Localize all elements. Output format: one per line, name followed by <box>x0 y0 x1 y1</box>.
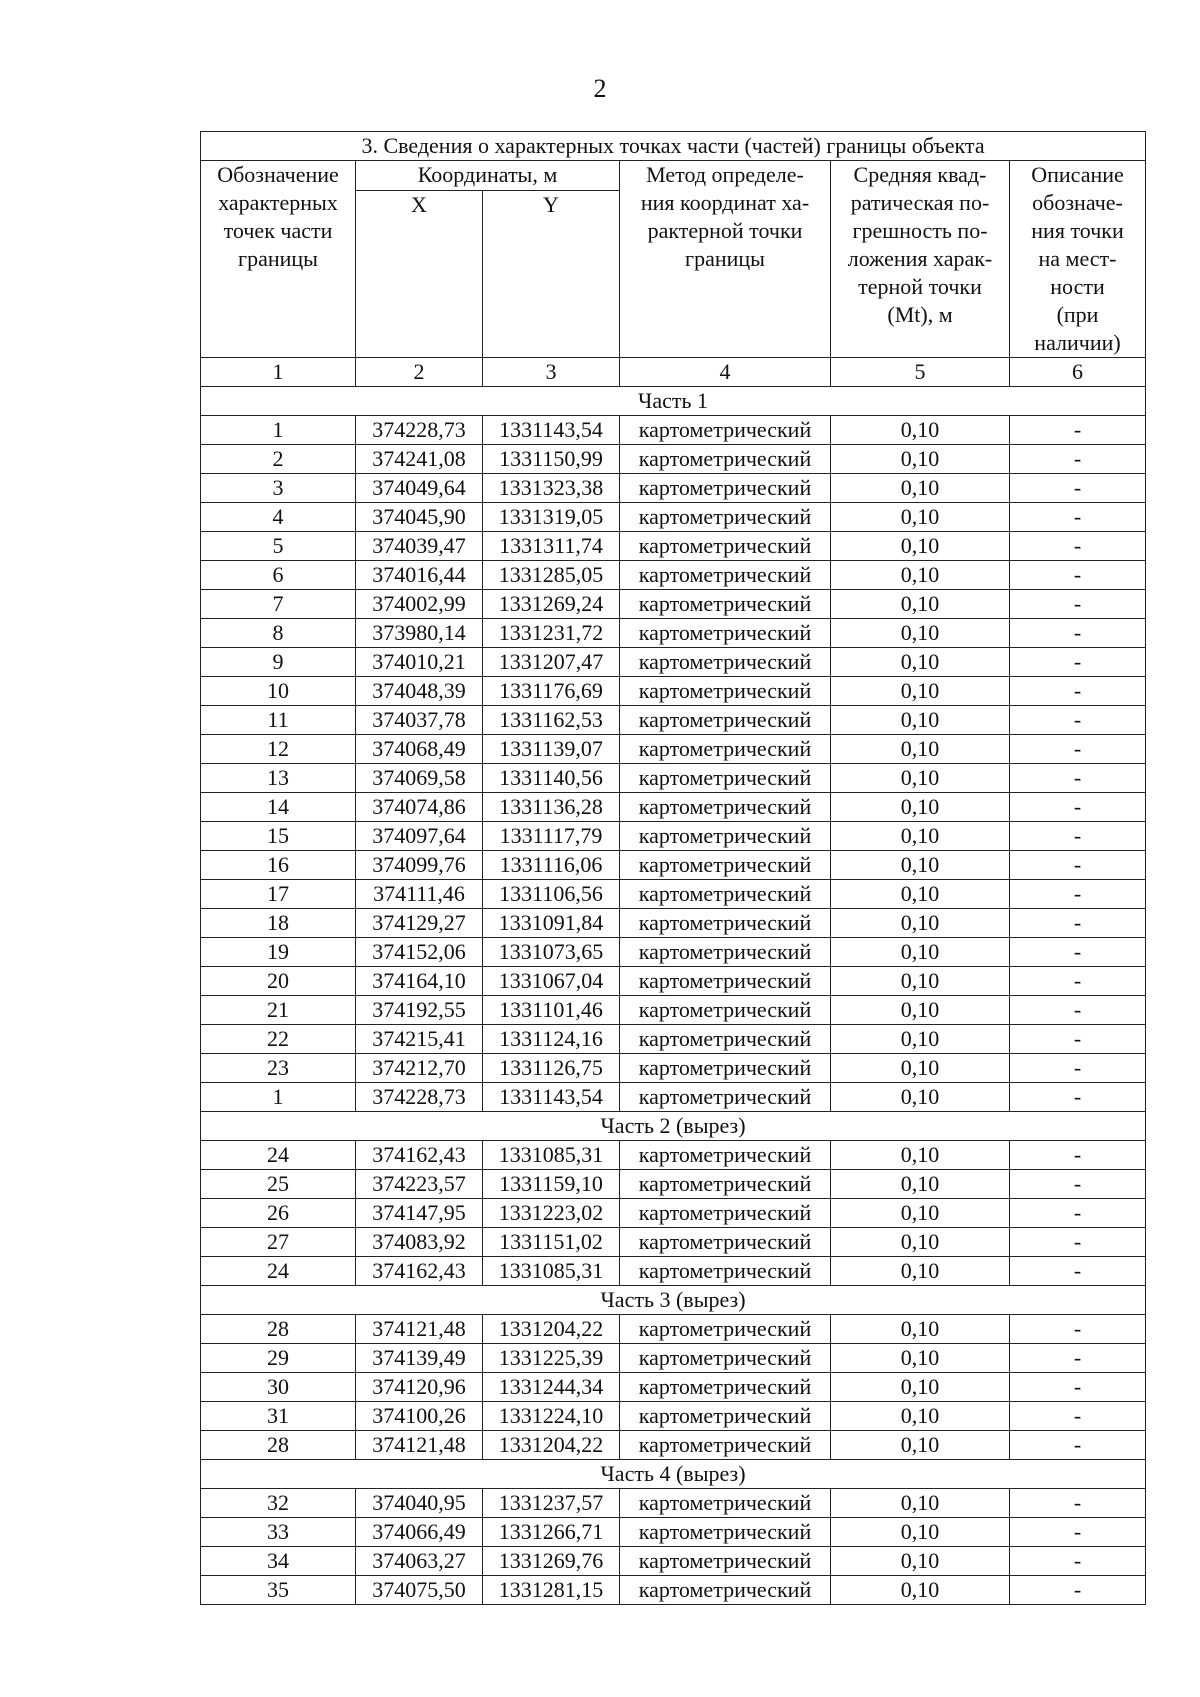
table-cell-mt: 0,10 <box>831 996 1010 1025</box>
table-row <box>201 648 1146 677</box>
table-cell-x: 374099,76 <box>356 851 483 880</box>
table-cell-y: 1331237,57 <box>483 1489 620 1518</box>
table-cell-method: картометрический <box>620 1576 831 1605</box>
table-cell-x: 374147,95 <box>356 1199 483 1228</box>
table-cell-y: 1331150,99 <box>483 445 620 474</box>
table-cell-point-number: 26 <box>201 1199 356 1228</box>
table-cell-method: картометрический <box>620 909 831 938</box>
table-cell-point-number: 24 <box>201 1257 356 1286</box>
table-row <box>201 532 1146 561</box>
table-cell-method: картометрический <box>620 1083 831 1112</box>
table-cell-point-number: 4 <box>201 503 356 532</box>
table-row <box>201 1489 1146 1518</box>
column-number: 1 <box>201 358 356 387</box>
column-number: 4 <box>620 358 831 387</box>
table-cell-y: 1331319,05 <box>483 503 620 532</box>
table-cell-mt: 0,10 <box>831 1489 1010 1518</box>
table-cell-x: 374066,49 <box>356 1518 483 1547</box>
table-cell-y: 1331139,07 <box>483 735 620 764</box>
table-cell-description: - <box>1010 822 1146 851</box>
table-cell-point-number: 14 <box>201 793 356 822</box>
table-row <box>201 880 1146 909</box>
table-cell-description: - <box>1010 967 1146 996</box>
table-cell-x: 374002,99 <box>356 590 483 619</box>
table-cell-description: - <box>1010 1083 1146 1112</box>
table-cell-x: 374121,48 <box>356 1315 483 1344</box>
table-cell-x: 374139,49 <box>356 1344 483 1373</box>
table-cell-description: - <box>1010 590 1146 619</box>
table-cell-description: - <box>1010 1054 1146 1083</box>
table-cell-description: - <box>1010 416 1146 445</box>
table-cell-point-number: 1 <box>201 1083 356 1112</box>
table-cell-x: 374164,10 <box>356 967 483 996</box>
table-cell-description: - <box>1010 764 1146 793</box>
table-cell-y: 1331085,31 <box>483 1141 620 1170</box>
table-cell-x: 374241,08 <box>356 445 483 474</box>
table-row <box>201 1170 1146 1199</box>
table-cell-mt: 0,10 <box>831 590 1010 619</box>
table-cell-description: - <box>1010 1547 1146 1576</box>
table-row <box>201 967 1146 996</box>
header-point-description: Описание обозначе- ния точки на мест- ности (при наличии) <box>1010 161 1146 358</box>
section-row <box>201 1286 1146 1315</box>
table-cell-method: картометрический <box>620 1025 831 1054</box>
table-row <box>201 445 1146 474</box>
table-cell-y: 1331091,84 <box>483 909 620 938</box>
table-cell-description: - <box>1010 938 1146 967</box>
table-cell-mt: 0,10 <box>831 1170 1010 1199</box>
table-cell-x: 374049,64 <box>356 474 483 503</box>
header-x: X <box>356 190 483 357</box>
table-cell-y: 1331085,31 <box>483 1257 620 1286</box>
table-cell-method: картометрический <box>620 735 831 764</box>
table-cell-mt: 0,10 <box>831 735 1010 764</box>
table-cell-point-number: 20 <box>201 967 356 996</box>
table-cell-method: картометрический <box>620 677 831 706</box>
table-cell-description: - <box>1010 1025 1146 1054</box>
table-cell-description: - <box>1010 735 1146 764</box>
section-title: Часть 4 (вырез) <box>201 1460 1146 1489</box>
table-cell-method: картометрический <box>620 851 831 880</box>
table-row <box>201 619 1146 648</box>
table-cell-mt: 0,10 <box>831 1083 1010 1112</box>
table-cell-mt: 0,10 <box>831 445 1010 474</box>
table-cell-description: - <box>1010 561 1146 590</box>
table-cell-point-number: 24 <box>201 1141 356 1170</box>
table-row <box>201 590 1146 619</box>
table-cell-description: - <box>1010 1199 1146 1228</box>
table-cell-mt: 0,10 <box>831 416 1010 445</box>
table-cell-method: картометрический <box>620 1141 831 1170</box>
table-cell-x: 374228,73 <box>356 416 483 445</box>
table-row <box>201 1344 1146 1373</box>
table-cell-description: - <box>1010 445 1146 474</box>
table-cell-x: 374069,58 <box>356 764 483 793</box>
table-cell-point-number: 9 <box>201 648 356 677</box>
table-cell-description: - <box>1010 503 1146 532</box>
table-cell-method: картометрический <box>620 619 831 648</box>
table-cell-y: 1331162,53 <box>483 706 620 735</box>
table-cell-description: - <box>1010 793 1146 822</box>
table-cell-point-number: 30 <box>201 1373 356 1402</box>
table-cell-x: 374215,41 <box>356 1025 483 1054</box>
table-row <box>201 1431 1146 1460</box>
table-cell-mt: 0,10 <box>831 677 1010 706</box>
table-cell-mt: 0,10 <box>831 851 1010 880</box>
table-cell-point-number: 29 <box>201 1344 356 1373</box>
table-cell-mt: 0,10 <box>831 938 1010 967</box>
column-number: 5 <box>831 358 1010 387</box>
table-cell-point-number: 11 <box>201 706 356 735</box>
table-row <box>201 1257 1146 1286</box>
table-cell-description: - <box>1010 1228 1146 1257</box>
table-cell-mt: 0,10 <box>831 1431 1010 1460</box>
table-cell-x: 374192,55 <box>356 996 483 1025</box>
table-cell-mt: 0,10 <box>831 706 1010 735</box>
table-cell-description: - <box>1010 851 1146 880</box>
table-cell-point-number: 33 <box>201 1518 356 1547</box>
table-cell-method: картометрический <box>620 561 831 590</box>
table-cell-mt: 0,10 <box>831 793 1010 822</box>
table-cell-point-number: 1 <box>201 416 356 445</box>
table-cell-y: 1331106,56 <box>483 880 620 909</box>
table-row <box>201 1199 1146 1228</box>
section-row <box>201 387 1146 416</box>
table-title: 3. Сведения о характерных точках части (частей) границы объекта <box>201 132 1146 161</box>
table-cell-description: - <box>1010 619 1146 648</box>
table-row <box>201 1083 1146 1112</box>
table-cell-point-number: 16 <box>201 851 356 880</box>
table-cell-description: - <box>1010 1489 1146 1518</box>
table-cell-point-number: 35 <box>201 1576 356 1605</box>
table-cell-x: 374100,26 <box>356 1402 483 1431</box>
table-cell-method: картометрический <box>620 1054 831 1083</box>
table-cell-mt: 0,10 <box>831 1141 1010 1170</box>
table-cell-point-number: 23 <box>201 1054 356 1083</box>
table-cell-method: картометрический <box>620 445 831 474</box>
table-cell-description: - <box>1010 1402 1146 1431</box>
table-cell-y: 1331116,06 <box>483 851 620 880</box>
table-cell-method: картометрический <box>620 1170 831 1199</box>
table-cell-method: картометрический <box>620 706 831 735</box>
table-cell-y: 1331223,02 <box>483 1199 620 1228</box>
table-cell-mt: 0,10 <box>831 1576 1010 1605</box>
section-title: Часть 1 <box>201 387 1146 416</box>
table-cell-description: - <box>1010 1576 1146 1605</box>
header-y: Y <box>483 190 620 357</box>
table-cell-mt: 0,10 <box>831 1315 1010 1344</box>
table-cell-description: - <box>1010 996 1146 1025</box>
table-cell-x: 374063,27 <box>356 1547 483 1576</box>
table-row <box>201 764 1146 793</box>
table-row <box>201 677 1146 706</box>
table-cell-x: 374212,70 <box>356 1054 483 1083</box>
table-cell-mt: 0,10 <box>831 1228 1010 1257</box>
table-cell-mt: 0,10 <box>831 532 1010 561</box>
table-row <box>201 996 1146 1025</box>
table-cell-y: 1331204,22 <box>483 1431 620 1460</box>
table-cell-x: 374040,95 <box>356 1489 483 1518</box>
table-row <box>201 822 1146 851</box>
table-cell-point-number: 6 <box>201 561 356 590</box>
table-cell-mt: 0,10 <box>831 1344 1010 1373</box>
table-cell-description: - <box>1010 1373 1146 1402</box>
table-cell-method: картометрический <box>620 996 831 1025</box>
table-cell-method: картометрический <box>620 1257 831 1286</box>
table-cell-y: 1331269,76 <box>483 1547 620 1576</box>
table-cell-x: 374083,92 <box>356 1228 483 1257</box>
table-cell-x: 374075,50 <box>356 1576 483 1605</box>
table-cell-x: 374120,96 <box>356 1373 483 1402</box>
table-cell-method: картометрический <box>620 1547 831 1576</box>
table-cell-description: - <box>1010 1257 1146 1286</box>
table-cell-y: 1331224,10 <box>483 1402 620 1431</box>
page-number: 2 <box>593 74 607 103</box>
table-cell-description: - <box>1010 474 1146 503</box>
table-cell-method: картометрический <box>620 938 831 967</box>
table-cell-y: 1331159,10 <box>483 1170 620 1199</box>
table-cell-point-number: 12 <box>201 735 356 764</box>
table-cell-y: 1331143,54 <box>483 1083 620 1112</box>
header-method: Метод определе- ния координат ха- рактерной точки границы <box>620 161 831 358</box>
table-cell-point-number: 27 <box>201 1228 356 1257</box>
header-mean-square-error: Средняя квад- ратическая по- грешность по- ложения харак- терной точки (Mt), м <box>831 161 1010 358</box>
table-cell-mt: 0,10 <box>831 822 1010 851</box>
table-row <box>201 909 1146 938</box>
table-cell-description: - <box>1010 1315 1146 1344</box>
table-cell-y: 1331266,71 <box>483 1518 620 1547</box>
table-cell-point-number: 19 <box>201 938 356 967</box>
table-cell-mt: 0,10 <box>831 503 1010 532</box>
table-cell-point-number: 5 <box>201 532 356 561</box>
table-cell-point-number: 15 <box>201 822 356 851</box>
table-cell-x: 374223,57 <box>356 1170 483 1199</box>
table-cell-mt: 0,10 <box>831 1257 1010 1286</box>
table-cell-x: 374097,64 <box>356 822 483 851</box>
table-cell-y: 1331073,65 <box>483 938 620 967</box>
table-cell-method: картометрический <box>620 1315 831 1344</box>
table-cell-y: 1331311,74 <box>483 532 620 561</box>
table-cell-method: картометрический <box>620 880 831 909</box>
table-row <box>201 735 1146 764</box>
table-cell-mt: 0,10 <box>831 1518 1010 1547</box>
table-cell-method: картометрический <box>620 1344 831 1373</box>
table-row <box>201 503 1146 532</box>
table-row <box>201 474 1146 503</box>
column-numbers-row <box>201 358 1146 387</box>
table-row <box>201 1547 1146 1576</box>
table-cell-y: 1331140,56 <box>483 764 620 793</box>
table-cell-y: 1331269,24 <box>483 590 620 619</box>
table-cell-point-number: 18 <box>201 909 356 938</box>
table-cell-y: 1331225,39 <box>483 1344 620 1373</box>
table-cell-description: - <box>1010 706 1146 735</box>
table-cell-point-number: 13 <box>201 764 356 793</box>
table-cell-point-number: 34 <box>201 1547 356 1576</box>
table-cell-x: 374129,27 <box>356 909 483 938</box>
table-cell-y: 1331281,15 <box>483 1576 620 1605</box>
table-cell-x: 374228,73 <box>356 1083 483 1112</box>
table-cell-description: - <box>1010 1431 1146 1460</box>
table-cell-method: картометрический <box>620 1373 831 1402</box>
table-row <box>201 1373 1146 1402</box>
table-row <box>201 1518 1146 1547</box>
table-cell-y: 1331136,28 <box>483 793 620 822</box>
table-cell-point-number: 10 <box>201 677 356 706</box>
table-cell-point-number: 32 <box>201 1489 356 1518</box>
table-cell-y: 1331231,72 <box>483 619 620 648</box>
table-cell-description: - <box>1010 1344 1146 1373</box>
table-cell-point-number: 8 <box>201 619 356 648</box>
table-cell-method: картометрический <box>620 474 831 503</box>
table-cell-mt: 0,10 <box>831 648 1010 677</box>
table-cell-point-number: 31 <box>201 1402 356 1431</box>
table-cell-mt: 0,10 <box>831 1373 1010 1402</box>
table-cell-y: 1331151,02 <box>483 1228 620 1257</box>
table-cell-description: - <box>1010 909 1146 938</box>
table-cell-y: 1331204,22 <box>483 1315 620 1344</box>
table-cell-method: картометрический <box>620 648 831 677</box>
section-title: Часть 3 (вырез) <box>201 1286 1146 1315</box>
table-cell-x: 373980,14 <box>356 619 483 648</box>
column-number: 2 <box>356 358 483 387</box>
table-row <box>201 851 1146 880</box>
table-cell-y: 1331207,47 <box>483 648 620 677</box>
table-cell-method: картометрический <box>620 967 831 996</box>
table-cell-description: - <box>1010 677 1146 706</box>
table-cell-method: картометрический <box>620 1431 831 1460</box>
section-title: Часть 2 (вырез) <box>201 1112 1146 1141</box>
table-cell-y: 1331126,75 <box>483 1054 620 1083</box>
table-row <box>201 793 1146 822</box>
table-cell-y: 1331285,05 <box>483 561 620 590</box>
table-cell-x: 374045,90 <box>356 503 483 532</box>
table-cell-mt: 0,10 <box>831 764 1010 793</box>
table-cell-mt: 0,10 <box>831 1025 1010 1054</box>
header-coordinates: Координаты, м <box>356 161 620 191</box>
table-cell-x: 374048,39 <box>356 677 483 706</box>
boundary-points-table <box>200 131 1146 1605</box>
table-cell-mt: 0,10 <box>831 1054 1010 1083</box>
table-row <box>201 1228 1146 1257</box>
table-row <box>201 1315 1146 1344</box>
table-cell-method: картометрический <box>620 416 831 445</box>
table-cell-y: 1331176,69 <box>483 677 620 706</box>
section-row <box>201 1460 1146 1489</box>
table-row <box>201 1402 1146 1431</box>
table-cell-mt: 0,10 <box>831 619 1010 648</box>
table-cell-mt: 0,10 <box>831 1402 1010 1431</box>
table-cell-point-number: 22 <box>201 1025 356 1054</box>
table-row <box>201 1025 1146 1054</box>
table-cell-x: 374162,43 <box>356 1257 483 1286</box>
table-cell-point-number: 28 <box>201 1315 356 1344</box>
table-cell-x: 374121,48 <box>356 1431 483 1460</box>
table-cell-x: 374010,21 <box>356 648 483 677</box>
table-cell-method: картометрический <box>620 503 831 532</box>
table-cell-x: 374074,86 <box>356 793 483 822</box>
table-cell-x: 374016,44 <box>356 561 483 590</box>
table-cell-x: 374111,46 <box>356 880 483 909</box>
table-cell-description: - <box>1010 532 1146 561</box>
table-cell-description: - <box>1010 648 1146 677</box>
table-cell-method: картометрический <box>620 532 831 561</box>
table-cell-method: картометрический <box>620 1489 831 1518</box>
table-cell-point-number: 2 <box>201 445 356 474</box>
table-row <box>201 938 1146 967</box>
table-cell-point-number: 28 <box>201 1431 356 1460</box>
table-cell-point-number: 21 <box>201 996 356 1025</box>
table-row <box>201 561 1146 590</box>
table-cell-mt: 0,10 <box>831 967 1010 996</box>
table-row <box>201 416 1146 445</box>
table-row <box>201 1576 1146 1605</box>
table-cell-y: 1331143,54 <box>483 416 620 445</box>
table-cell-y: 1331101,46 <box>483 996 620 1025</box>
table-cell-x: 374162,43 <box>356 1141 483 1170</box>
table-cell-description: - <box>1010 1141 1146 1170</box>
table-cell-point-number: 25 <box>201 1170 356 1199</box>
table-cell-x: 374068,49 <box>356 735 483 764</box>
table-cell-y: 1331323,38 <box>483 474 620 503</box>
table-cell-method: картометрический <box>620 1402 831 1431</box>
table-cell-mt: 0,10 <box>831 880 1010 909</box>
table-cell-method: картометрический <box>620 822 831 851</box>
table-cell-description: - <box>1010 1170 1146 1199</box>
table-cell-point-number: 7 <box>201 590 356 619</box>
table-cell-y: 1331244,34 <box>483 1373 620 1402</box>
table-cell-method: картометрический <box>620 1518 831 1547</box>
table-cell-x: 374039,47 <box>356 532 483 561</box>
table-cell-point-number: 3 <box>201 474 356 503</box>
column-number: 6 <box>1010 358 1146 387</box>
table-cell-y: 1331067,04 <box>483 967 620 996</box>
table-cell-x: 374152,06 <box>356 938 483 967</box>
table-cell-mt: 0,10 <box>831 474 1010 503</box>
table-cell-description: - <box>1010 880 1146 909</box>
column-number: 3 <box>483 358 620 387</box>
table-cell-y: 1331117,79 <box>483 822 620 851</box>
table-cell-method: картометрический <box>620 590 831 619</box>
table-cell-mt: 0,10 <box>831 1199 1010 1228</box>
table-cell-description: - <box>1010 1518 1146 1547</box>
table-cell-y: 1331124,16 <box>483 1025 620 1054</box>
table-cell-method: картометрический <box>620 764 831 793</box>
table-cell-method: картометрический <box>620 793 831 822</box>
table-row <box>201 1054 1146 1083</box>
table-cell-method: картометрический <box>620 1228 831 1257</box>
section-row <box>201 1112 1146 1141</box>
table-cell-mt: 0,10 <box>831 1547 1010 1576</box>
table-cell-method: картометрический <box>620 1199 831 1228</box>
header-point-designation: Обозначение характерных точек части границы <box>201 161 356 358</box>
table-cell-mt: 0,10 <box>831 561 1010 590</box>
table-row <box>201 1141 1146 1170</box>
table-cell-x: 374037,78 <box>356 706 483 735</box>
table-row <box>201 706 1146 735</box>
table-cell-mt: 0,10 <box>831 909 1010 938</box>
table-cell-point-number: 17 <box>201 880 356 909</box>
